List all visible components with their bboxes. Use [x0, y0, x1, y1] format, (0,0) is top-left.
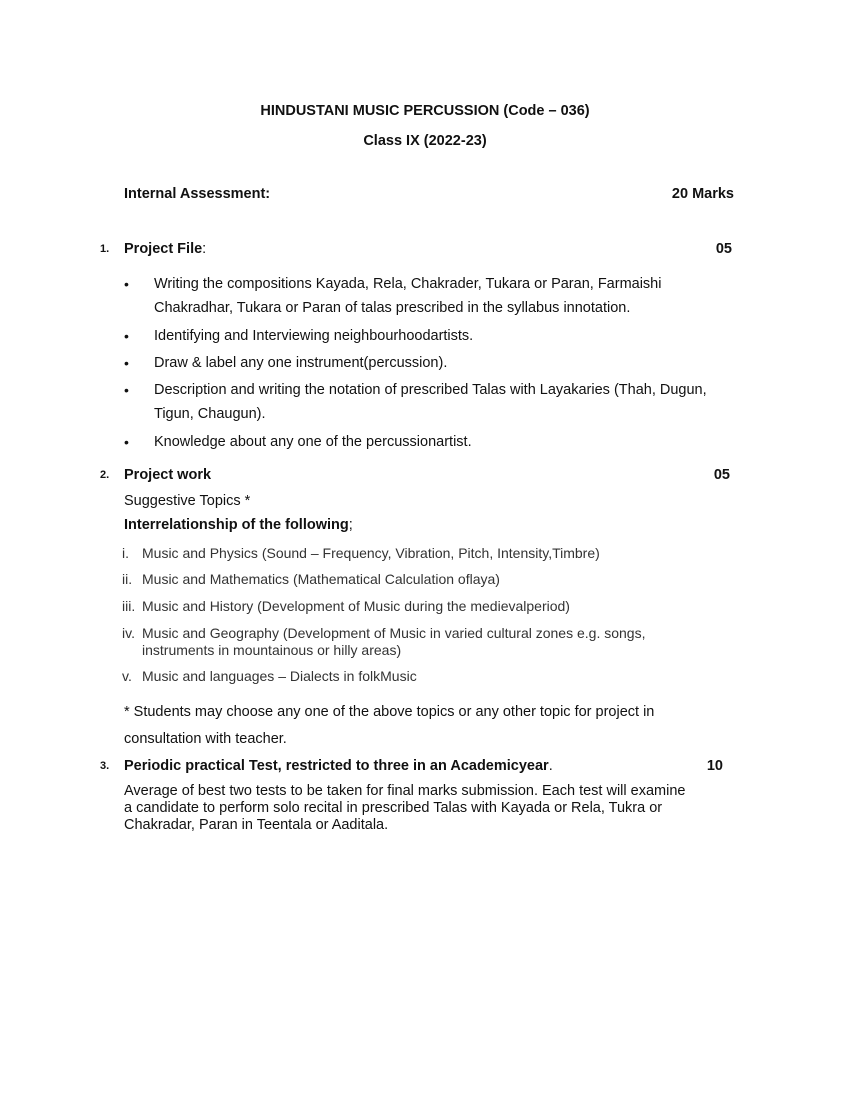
- section-3-number: 3.: [100, 760, 110, 772]
- bullet-item: Knowledge about any one of the percussionartist.: [154, 434, 472, 450]
- section-3-title-suffix: .: [548, 758, 553, 774]
- topic-item: Music and Mathematics (Mathematical Calculation oflaya): [142, 571, 500, 587]
- project-note: * Students may choose any one of the above topics or any other topic for project in: [124, 704, 655, 720]
- interrelationship-text: Interrelationship of the following: [124, 517, 349, 533]
- bullet-dot: •: [124, 276, 129, 292]
- bullet-item-continued: Chakradhar, Tukara or Paran of talas prescribed in the syllabus innotation.: [154, 300, 631, 316]
- section-3-title: Periodic practical Test, restricted to three in an Academicyear: [124, 758, 549, 774]
- topic-item: Music and languages – Dialects in folkMusic: [142, 668, 417, 684]
- bullet-dot: •: [124, 355, 129, 371]
- topic-item: Music and History (Development of Music during the medievalperiod): [142, 598, 570, 614]
- section-1-number: 1.: [100, 243, 110, 255]
- section-3-description-continued: Chakradar, Paran in Teentala or Aaditala.: [124, 817, 389, 833]
- section-1-title: Project File: [124, 241, 203, 257]
- bullet-dot: •: [124, 328, 129, 344]
- internal-assessment-label: Internal Assessment:: [124, 186, 271, 202]
- section-1-title-wrap: [124, 241, 206, 257]
- section-2-marks: 05: [713, 467, 730, 483]
- bullet-dot: •: [124, 382, 129, 398]
- topic-item-continued: instruments in mountainous or hilly areas): [142, 642, 402, 658]
- section-3-description-continued: a candidate to perform solo recital in prescribed Talas with Kayada or Rela, Tukra or: [124, 800, 663, 816]
- section-2-number: 2.: [100, 469, 110, 481]
- section-1-marks: 05: [715, 241, 732, 257]
- topic-item: Music and Physics (Sound – Frequency, Vibration, Pitch, Intensity,Timbre): [142, 545, 600, 561]
- section-2-title: Project work: [124, 467, 212, 483]
- page-title: HINDUSTANI MUSIC PERCUSSION (Code – 036): [260, 103, 590, 119]
- topic-marker: iv.: [122, 625, 135, 641]
- page-subtitle: Class IX (2022-23): [363, 133, 487, 149]
- bullet-dot: •: [124, 434, 129, 450]
- topic-marker: iii.: [122, 598, 136, 614]
- topic-marker: v.: [122, 668, 132, 684]
- bullet-item: Identifying and Interviewing neighbourhoodartists.: [154, 328, 474, 344]
- suggestive-topics-label: Suggestive Topics *: [124, 493, 251, 509]
- topic-marker: ii.: [122, 571, 133, 587]
- section-3-marks: 10: [706, 758, 723, 774]
- bullet-item: Writing the compositions Kayada, Rela, Chakrader, Tukara or Paran, Farmaishi: [154, 276, 662, 292]
- project-note-continued: consultation with teacher.: [124, 731, 287, 747]
- section-3-description: Average of best two tests to be taken for final marks submission. Each test will examine: [124, 783, 686, 799]
- interrelationship-heading: [124, 517, 353, 533]
- interrelationship-suffix: ;: [348, 517, 353, 533]
- internal-assessment-marks: 20 Marks: [671, 186, 734, 202]
- section-3-title-wrap: [124, 758, 553, 774]
- topic-item: Music and Geography (Development of Music in varied cultural zones e.g. songs,: [142, 625, 646, 641]
- section-1-title-suffix: :: [202, 241, 207, 257]
- bullet-item: Draw & label any one instrument(percussion).: [154, 355, 448, 371]
- topic-marker: i.: [122, 545, 129, 561]
- bullet-item: Description and writing the notation of prescribed Talas with Layakaries (Thah, Dugun,: [154, 382, 707, 398]
- bullet-item-continued: Tigun, Chaugun).: [154, 406, 266, 422]
